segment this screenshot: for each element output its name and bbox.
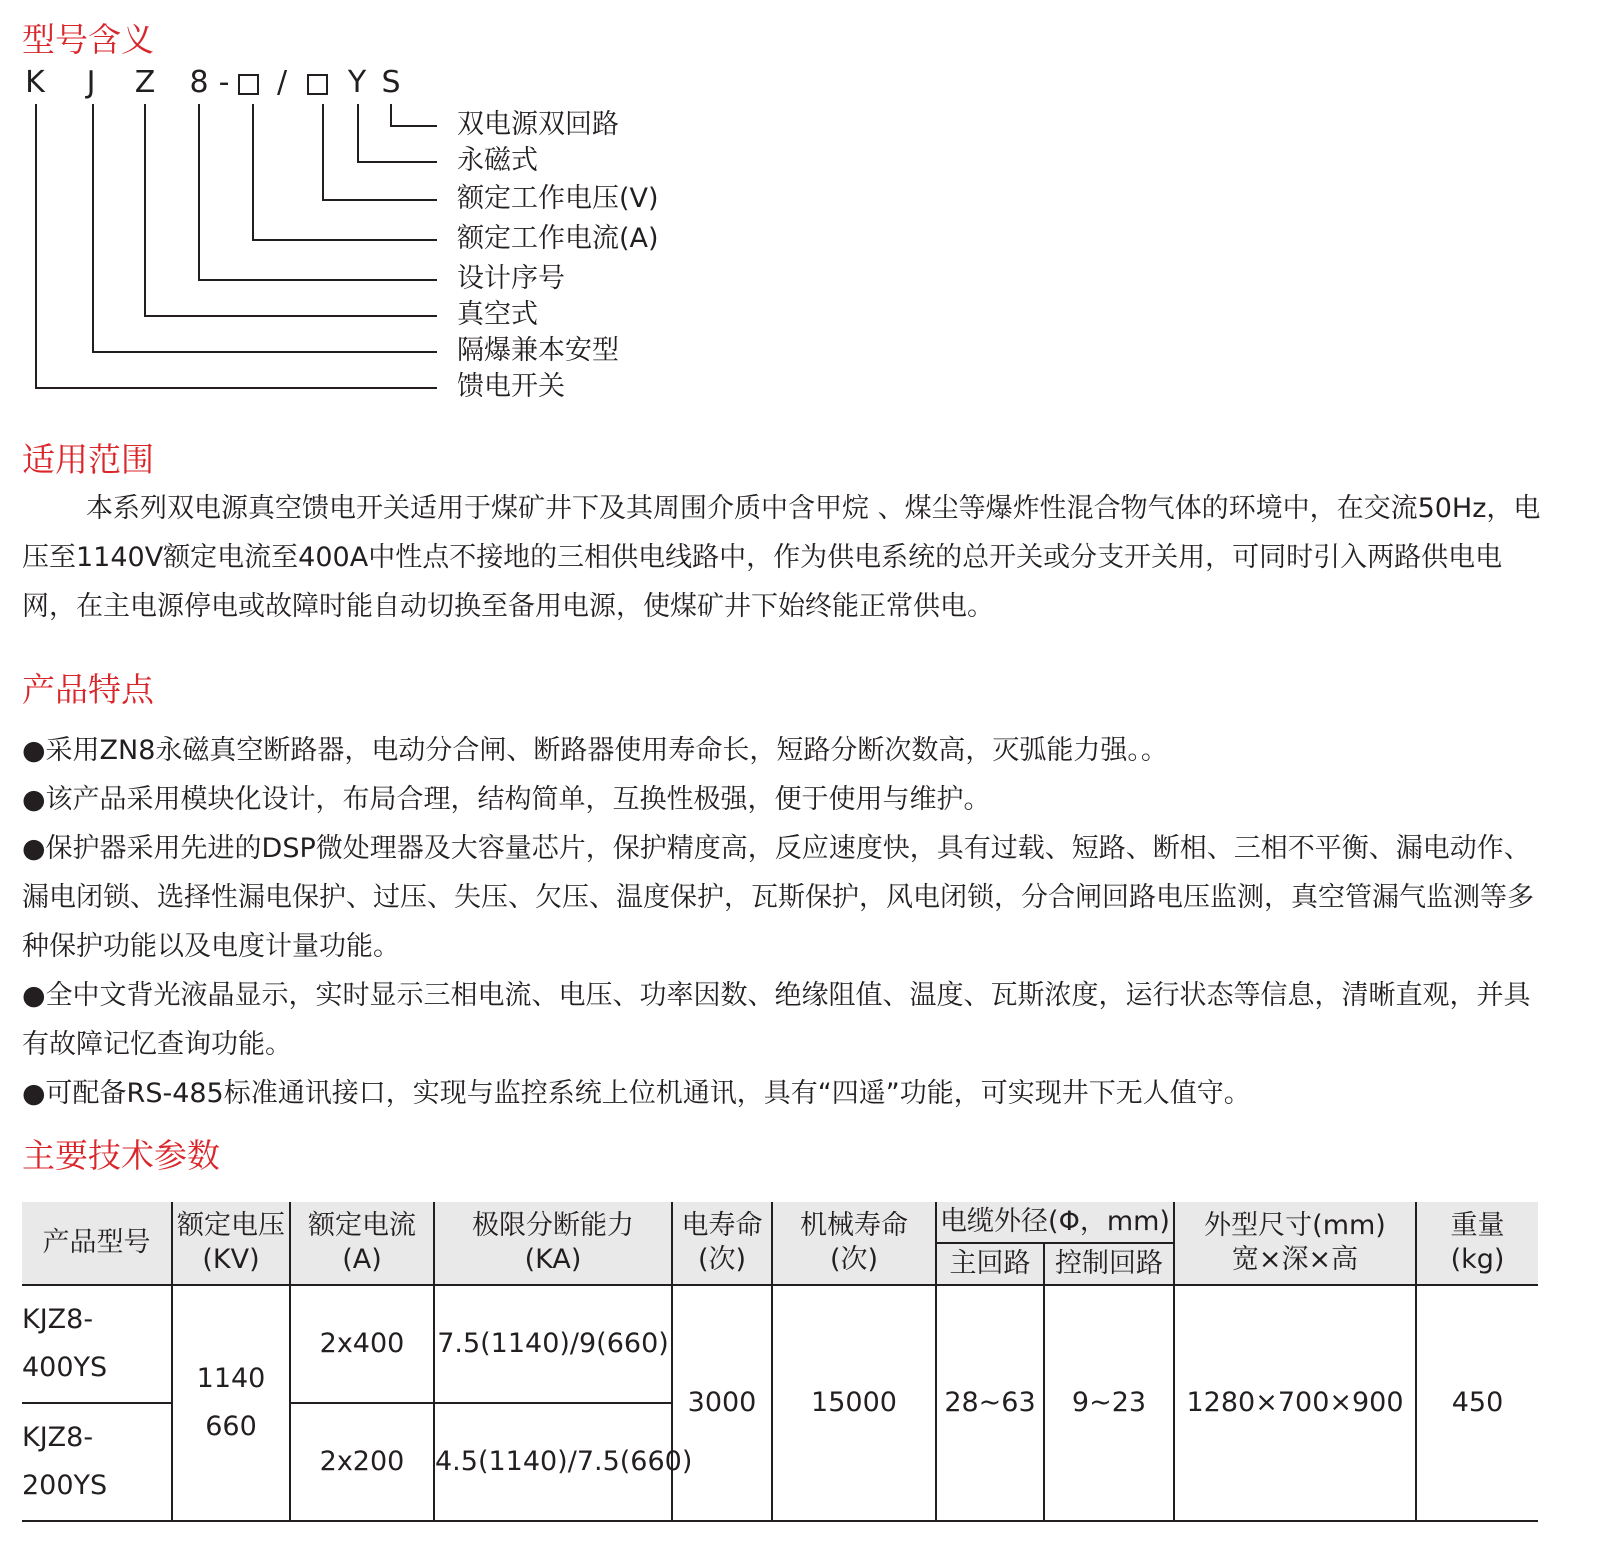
cell-voltage: 1140 660 [172, 1285, 290, 1521]
cell-breaking-capacity: 4.5(1140)/7.5(660) [434, 1403, 672, 1521]
code-placeholder-box-current [238, 74, 259, 95]
cell-cable-main: 28~63 [936, 1285, 1044, 1521]
header-current: 额定电流 (A) [290, 1202, 434, 1285]
cell-cable-control: 9~23 [1044, 1285, 1174, 1521]
connector-vertical [252, 104, 254, 240]
code-label-rated-voltage: 额定工作电压(V) [457, 183, 659, 214]
cell-dimensions: 1280×700×900 [1174, 1285, 1416, 1521]
connector-horizontal [92, 351, 437, 353]
code-char-k: K [25, 65, 45, 100]
header-dimensions: 外型尺寸(mm) 宽×深×高 [1174, 1202, 1416, 1285]
header-voltage: 额定电压 (KV) [172, 1202, 290, 1285]
spec-table [22, 1202, 1538, 1522]
feature-list [22, 726, 1552, 1118]
code-char-y: Y [347, 65, 367, 100]
code-label-vacuum: 真空式 [457, 299, 538, 330]
code-char-slash: / [276, 65, 288, 100]
code-char-j: J [86, 65, 96, 100]
header-model: 产品型号 [22, 1202, 172, 1285]
connector-horizontal [390, 125, 437, 127]
connector-vertical [92, 104, 94, 352]
section-title-specs: 主要技术参数 [22, 1136, 220, 1175]
section-title-scope: 适用范围 [22, 440, 154, 479]
connector-vertical [390, 104, 392, 126]
cell-current: 2x400 [290, 1285, 434, 1403]
code-label-dual-source: 双电源双回路 [457, 109, 619, 140]
table-row [22, 1285, 1538, 1403]
cell-model: KJZ8-200YS [22, 1403, 172, 1521]
connector-horizontal [252, 239, 437, 241]
cell-electrical-life: 3000 [672, 1285, 772, 1521]
connector-vertical [144, 104, 146, 316]
header-cable-main: 主回路 [936, 1243, 1044, 1285]
code-char-s: S [381, 65, 401, 100]
connector-horizontal [357, 161, 437, 163]
header-mechanical-life: 机械寿命 (次) [772, 1202, 936, 1285]
feature-item: ●全中文背光液晶显示，实时显示三相电流、电压、功率因数、绝缘阻值、温度、瓦斯浓度，运行状态等信息，清晰直观，并具有故障记忆查询功能。 [22, 980, 1531, 1060]
cell-model: KJZ8-400YS [22, 1304, 108, 1383]
cell-mechanical-life: 15000 [772, 1285, 936, 1521]
feature-item: ●可配备RS-485标准通讯接口，实现与监控系统上位机通讯，具有“四遥”功能，可实现井下无人值守。 [22, 1078, 1251, 1109]
header-weight: 重量 (kg) [1416, 1202, 1538, 1285]
section-title-features: 产品特点 [22, 670, 154, 709]
connector-horizontal [144, 315, 437, 317]
header-cable-control: 控制回路 [1044, 1243, 1174, 1285]
feature-item: ●采用ZN8永磁真空断路器，电动分合闸、断路器使用寿命长，短路分断次数高，灭弧能力强。。 [22, 735, 1168, 766]
connector-horizontal [198, 279, 437, 281]
connector-vertical [357, 104, 359, 162]
code-char-dash: - [218, 65, 230, 100]
connector-horizontal [35, 387, 437, 389]
connector-vertical [35, 104, 37, 388]
code-label-permanent-magnet: 永磁式 [457, 145, 538, 176]
header-electrical-life: 电寿命 (次) [672, 1202, 772, 1285]
section-title-model-meaning: 型号含义 [22, 20, 154, 59]
code-char-z: Z [134, 65, 156, 100]
model-code-diagram [0, 0, 700, 420]
code-label-design-number: 设计序号 [457, 263, 565, 294]
code-label-rated-current: 额定工作电流(A) [457, 223, 659, 254]
header-cable-diameter: 电缆外径(Φ，mm) [936, 1202, 1174, 1243]
connector-horizontal [322, 199, 437, 201]
scope-paragraph: 本系列双电源真空馈电开关适用于煤矿井下及其周围介质中含甲烷 、煤尘等爆炸性混合物气体的环境中，在交流50Hz，电压至1140V额定电流至400A中性点不接地的三相供电线路中，作为供电系统的总开关或分支开关用，可同时引入两路供电电网，在主电源停电或故障时能自动切换至备用电源，使煤矿井下始终能正常供电。 [22, 493, 1541, 622]
code-placeholder-box-voltage [307, 74, 328, 95]
feature-item: ●该产品采用模块化设计，布局合理，结构简单，互换性极强，便于使用与维护。 [22, 784, 991, 815]
code-label-feeder-switch: 馈电开关 [457, 371, 565, 402]
cell-breaking-capacity: 7.5(1140)/9(660) [434, 1285, 672, 1403]
code-char-8: 8 [189, 65, 209, 100]
code-label-explosion-proof: 隔爆兼本安型 [457, 335, 619, 366]
header-breaking-capacity: 极限分断能力 (KA) [434, 1202, 672, 1285]
connector-vertical [322, 104, 324, 200]
cell-weight: 450 [1416, 1285, 1538, 1521]
feature-item: ●保护器采用先进的DSP微处理器及大容量芯片，保护精度高，反应速度快，具有过载、短路、断相、三相不平衡、漏电动作、漏电闭锁、选择性漏电保护、过压、失压、欠压、温度保护，瓦斯保护，风电闭锁，分合闸回路电压监测，真空管漏气监测等多种保护功能以及电度计量功能。 [22, 833, 1534, 962]
cell-current: 2x200 [290, 1403, 434, 1521]
connector-vertical [198, 104, 200, 280]
